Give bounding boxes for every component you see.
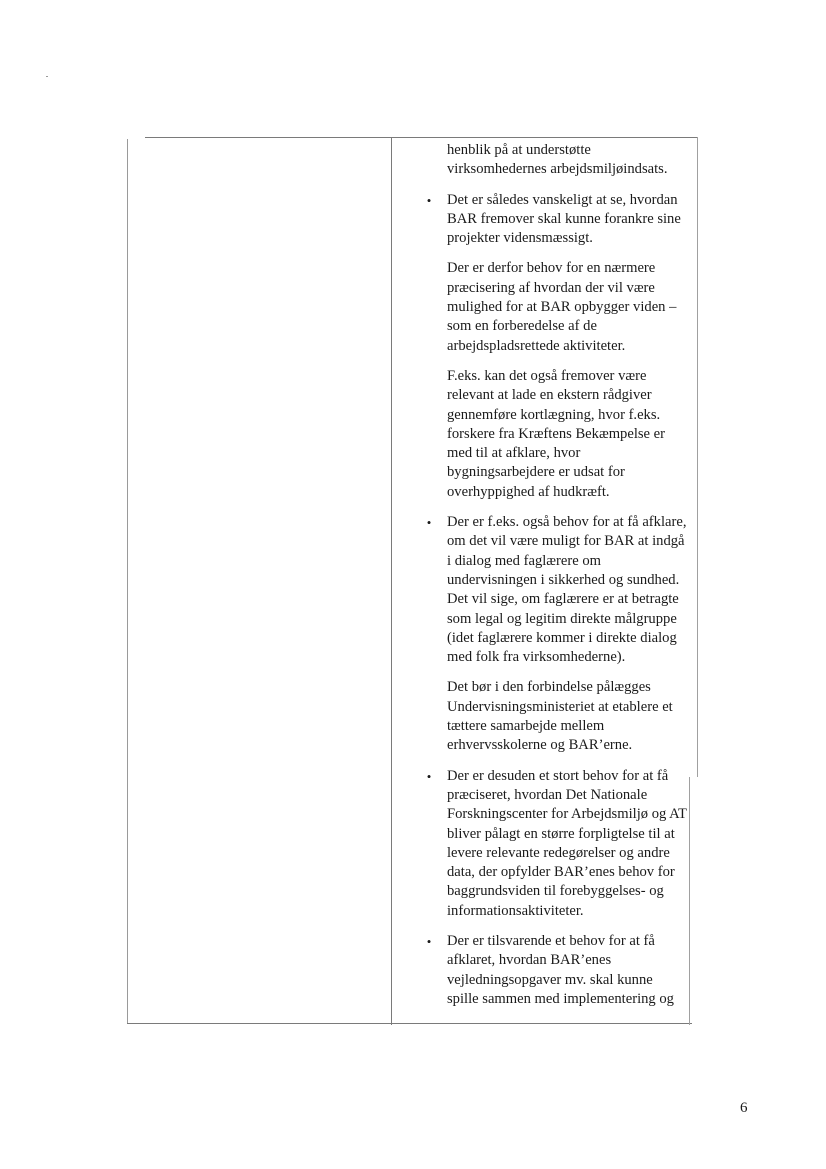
page-number: 6: [740, 1100, 748, 1116]
table-right-border: [697, 137, 698, 777]
bullet-marker: •: [426, 192, 432, 208]
bullet-text: Der er f.eks. også behov for at få afklare, om det vil være muligt for BAR at indgå i dialog med faglærere om undervisningen i sikkerhed og sundhed. Det vil sige, om faglærere er at betragte som legal og legitim direkte målgruppe (idet faglærere kommer i direkte dialog med folk fra virksomhederne).: [447, 514, 687, 666]
bullet-text: Der er tilsvarende et behov for at få afklaret, hvordan BAR’enes vejledningsopgaver mv. skal kunne spille sammen med implementering og: [447, 932, 674, 1007]
bullet-marker: •: [426, 768, 432, 784]
bullet-text: Der er desuden et stort behov for at få præciseret, hvordan Det Nationale Forskningscenter for Arbejdsmiljø og AT bliver pålagt en større forpligtelse til at levere relevante redegørelser og andre data, der opfylder BAR’enes behov for baggrundsviden til forebyggelses- og informationsaktiviteter.: [447, 767, 687, 919]
body-paragraph: Det bør i den forbindelse pålægges Undervisningsministeriet at etablere et tættere samarbejde mellem erhvervsskolerne og BAR’erne.: [447, 679, 673, 754]
body-paragraph: F.eks. kan det også fremover være relevant at lade en ekstern rådgiver gennemføre kortlægning, hvor f.eks. forskere fra Kræftens Bekæmpelse er med til at afklare, hvor bygningsarbejdere er udsat for overhyppighed af hudkræft.: [447, 367, 666, 500]
table-right-border-lower: [689, 777, 690, 1025]
table-bottom-border: [127, 1023, 692, 1024]
table-column-divider: [391, 137, 392, 1025]
bullet-text: Det er således vanskeligt at se, hvordan BAR fremover skal kunne forankre sine projekter vidensmæssigt.: [447, 191, 681, 247]
bullet-item: [407, 191, 687, 249]
body-paragraph: Der er derfor behov for en nærmere præcisering af hvordan der vil være mulighed for at BAR opbygger viden – som en forberedelse af de arbejdspladsrettede aktiviteter.: [447, 260, 677, 354]
bullet-marker: •: [426, 933, 432, 949]
bullet-item: [407, 767, 687, 921]
bullet-item: [407, 932, 687, 1009]
table-left-border: [127, 139, 128, 1023]
scan-speck: [46, 76, 48, 77]
bullet-marker: •: [426, 515, 432, 531]
table-top-border: [145, 137, 698, 138]
right-column-cell: [407, 141, 687, 1020]
continuation-paragraph: henblik på at understøtte virksomhedernes arbejdsmiljøindsats.: [447, 142, 668, 178]
bullet-item: [407, 513, 687, 667]
